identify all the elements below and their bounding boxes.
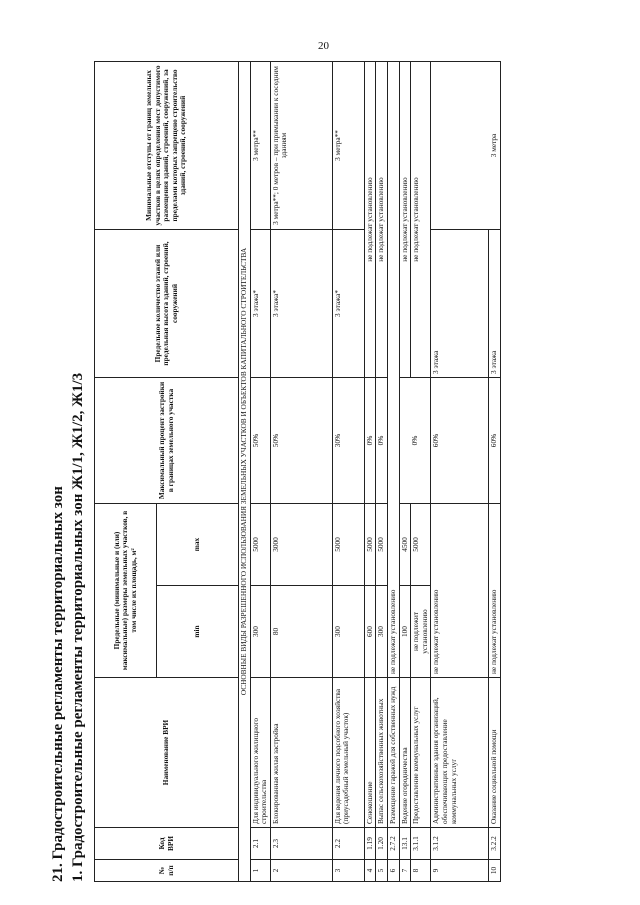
- row-name: Предоставление коммунальных услуг: [411, 678, 431, 828]
- row-code: 1.20: [376, 828, 388, 860]
- row-min: 80: [270, 586, 332, 678]
- row-pct: 60%: [431, 377, 489, 503]
- table-row: [364, 61, 376, 881]
- row-min: 300: [376, 586, 388, 678]
- row-setback: 3 метра: [431, 61, 501, 229]
- header-name: Наименование ВРИ: [95, 678, 239, 828]
- table-row: [387, 61, 399, 881]
- row-floors: 3 этажа: [431, 229, 489, 377]
- header-setback: Минимальные отступы от границ земельных участков в целях определения мест допустимого размещения зданий, строений, сооружений, за пределами которых запрещено строительство зданий, строений, сооружений: [95, 61, 239, 229]
- row-max: 5000: [364, 503, 376, 585]
- row-num: 9: [431, 860, 489, 882]
- row-min: 600: [364, 586, 376, 678]
- table-row: [431, 61, 489, 881]
- header-pct: Максимальный процент застройки в границах земельного участка: [95, 377, 239, 503]
- header-size: Предельные (минимальные и (или) максимальные) размеры земельных участков, в том числе их площадь, м²: [95, 503, 157, 677]
- row-name: Размещение гаражей для собственных нужд: [387, 678, 399, 828]
- row-name: Сенокошение: [364, 678, 376, 828]
- row-num: 7: [399, 860, 411, 882]
- row-floors: 3 этажа: [489, 229, 501, 377]
- row-pct: 0%: [376, 377, 388, 503]
- row-floors: 3 этажа*: [250, 229, 270, 377]
- row-floors-setback: не подлежат установлению: [399, 61, 411, 377]
- row-code: 3.2.2: [489, 828, 501, 860]
- row-size: не подлежат установлению: [489, 503, 501, 677]
- row-pct: 30%: [332, 377, 364, 503]
- row-max: 5000: [332, 503, 364, 585]
- row-code: 2.1: [250, 828, 270, 860]
- table-row: [250, 61, 270, 881]
- row-pct: 0%: [364, 377, 376, 503]
- regulations-table: [94, 61, 501, 882]
- row-name: Выпас сельскохозяйственных животных: [376, 678, 388, 828]
- row-max: 5000: [376, 503, 388, 585]
- row-code: 3.1.1: [411, 828, 431, 860]
- row-code: 2.2: [332, 828, 364, 860]
- row-floors-setback: не подлежат установлению: [376, 61, 388, 377]
- row-min: 300: [332, 586, 364, 678]
- row-min: 300: [250, 586, 270, 678]
- row-code: 3.1.2: [431, 828, 489, 860]
- row-params: не подлежат установлению: [387, 61, 399, 677]
- row-num: 3: [332, 860, 364, 882]
- row-max: 5000: [411, 503, 431, 585]
- row-num: 6: [387, 860, 399, 882]
- row-num: 10: [489, 860, 501, 882]
- row-name: Блокированная жилая застройка: [270, 678, 332, 828]
- header-floors: Предельное количество этажей или предельная высота зданий, строений, сооружений: [95, 229, 239, 377]
- row-code: 2.3: [270, 828, 332, 860]
- row-name: Для ведения личного подсобного хозяйства (приусадебный земельный участок): [332, 678, 364, 828]
- row-floors: 3 этажа*: [270, 229, 332, 377]
- row-name: Ведение огородничества: [399, 678, 411, 828]
- table-row: [270, 61, 332, 881]
- row-num: 2: [270, 860, 332, 882]
- row-min: 100: [399, 586, 411, 678]
- row-min: не подлежит установлению: [411, 586, 431, 678]
- row-pct: 0%: [399, 377, 431, 503]
- row-pct: 50%: [250, 377, 270, 503]
- row-max: 4500: [399, 503, 411, 585]
- header-min: min: [157, 586, 239, 678]
- table-row: [332, 61, 364, 881]
- section-title: 21. Градостроительные регламенты территориальных зон: [50, 486, 66, 882]
- rotated-page-content: [50, 62, 590, 882]
- row-setback: 3 метра**; 0 метров – при примыкании к соседним зданиям: [270, 61, 332, 229]
- header-code: Код ВРИ: [95, 828, 239, 860]
- subsection-title: 1. Градостроительные регламенты территориальных зон Ж1/1, Ж1/2, Ж1/3: [70, 372, 86, 882]
- row-code: 1.19: [364, 828, 376, 860]
- row-code: 2.7.2: [387, 828, 399, 860]
- page-number: 20: [318, 40, 329, 52]
- row-pct: 50%: [270, 377, 332, 503]
- row-name: Административные здания организаций, обеспечивающих предоставление коммунальных услуг: [431, 678, 489, 828]
- row-code: 13.1: [399, 828, 411, 860]
- row-num: 5: [376, 860, 388, 882]
- row-name: Для индивидуального жилищного строительства: [250, 678, 270, 828]
- header-max: max: [157, 503, 239, 585]
- row-num: 8: [411, 860, 431, 882]
- row-pct: 60%: [489, 377, 501, 503]
- table-row: [376, 61, 388, 881]
- table-row: [399, 61, 411, 881]
- row-setback: 3 метра**: [332, 61, 364, 229]
- row-floors: 3 этажа*: [332, 229, 364, 377]
- row-max: 3000: [270, 503, 332, 585]
- row-floors-setback: не подлежат установлению: [364, 61, 376, 377]
- header-num: № п/п: [95, 860, 239, 882]
- row-num: 1: [250, 860, 270, 882]
- row-max: 5000: [250, 503, 270, 585]
- row-size: не подлежат установлению: [431, 503, 489, 677]
- row-name: Оказание социальной помощи: [489, 678, 501, 828]
- row-setback: 3 метра**: [250, 61, 270, 229]
- row-floors-setback: не подлежат установлению: [411, 61, 431, 377]
- section-label: ОСНОВНЫЕ ВИДЫ РАЗРЕШЕННОГО ИСПОЛЬЗОВАНИЯ ЗЕМЕЛЬНЫХ УЧАСТКОВ И ОБЪЕКТОВ КАПИТАЛЬНОГО СТРОИТЕЛЬСТВА: [239, 61, 251, 881]
- row-num: 4: [364, 860, 376, 882]
